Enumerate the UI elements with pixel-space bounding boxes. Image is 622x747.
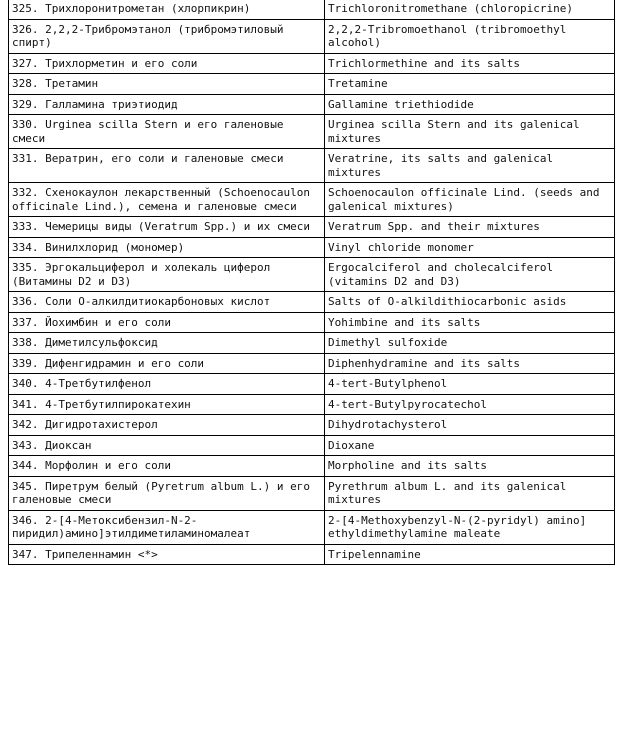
cell-russian-name: 347. Трипеленнамин <*>: [9, 544, 325, 565]
table-row: [9, 19, 615, 53]
substance-table: [8, 0, 615, 565]
table-row: [9, 415, 615, 436]
cell-russian-name: 329. Галламина триэтиодид: [9, 94, 325, 115]
cell-english-name: Pyrethrum album L. and its galenical mixtures: [325, 476, 615, 510]
cell-english-name: Trichlormethine and its salts: [325, 53, 615, 74]
cell-russian-name: 341. 4-Третбутилпирокатехин: [9, 394, 325, 415]
table-row: [9, 149, 615, 183]
cell-russian-name: 335. Эргокальциферол и холекаль циферол (Витамины D2 и D3): [9, 258, 325, 292]
table-row: [9, 394, 615, 415]
cell-english-name: Urginea scilla Stern and its galenical mixtures: [325, 115, 615, 149]
cell-english-name: Dihydrotachysterol: [325, 415, 615, 436]
cell-english-name: 2,2,2-Tribromoethanol (tribromoethyl alcohol): [325, 19, 615, 53]
table-row: [9, 94, 615, 115]
cell-english-name: Trichloronitromethane (chloropicrine): [325, 0, 615, 19]
table-row: [9, 374, 615, 395]
cell-english-name: Vinyl chloride monomer: [325, 237, 615, 258]
table-row: [9, 333, 615, 354]
table-row: [9, 292, 615, 313]
table-row: [9, 53, 615, 74]
document-page: [8, 0, 614, 565]
cell-english-name: Salts of O-alkildithiocarbonic asids: [325, 292, 615, 313]
cell-english-name: Tripelennamine: [325, 544, 615, 565]
cell-russian-name: 346. 2-[4-Метоксибензил-N-2-пиридил)амино]этилдиметиламиномалеат: [9, 510, 325, 544]
cell-russian-name: 327. Трихлорметин и его соли: [9, 53, 325, 74]
cell-russian-name: 332. Схенокаулон лекарственный (Schoenocaulon officinale Lind.), семена и галеновые смеси: [9, 183, 325, 217]
cell-english-name: Tretamine: [325, 74, 615, 95]
cell-english-name: Schoenocaulon officinale Lind. (seeds and galenical mixtures): [325, 183, 615, 217]
table-row: [9, 258, 615, 292]
table-row: [9, 115, 615, 149]
cell-english-name: 2-[4-Methoxybenzyl-N-(2-pyridyl) amino] ethyldimethylamine maleate: [325, 510, 615, 544]
table-row: [9, 476, 615, 510]
table-row: [9, 217, 615, 238]
table-row: [9, 353, 615, 374]
cell-russian-name: 325. Трихлоронитрометан (хлорпикрин): [9, 0, 325, 19]
cell-english-name: Veratrine, its salts and galenical mixtures: [325, 149, 615, 183]
cell-russian-name: 342. Дигидротахистерол: [9, 415, 325, 436]
cell-russian-name: 340. 4-Третбутилфенол: [9, 374, 325, 395]
cell-russian-name: 343. Диоксан: [9, 435, 325, 456]
cell-russian-name: 338. Диметилсульфоксид: [9, 333, 325, 354]
cell-russian-name: 331. Вератрин, его соли и галеновые смеси: [9, 149, 325, 183]
cell-russian-name: 345. Пиретрум белый (Pyretrum album L.) и его галеновые смеси: [9, 476, 325, 510]
cell-russian-name: 339. Дифенгидрамин и его соли: [9, 353, 325, 374]
cell-english-name: Gallamine triethiodide: [325, 94, 615, 115]
table-row: [9, 74, 615, 95]
table-row: [9, 456, 615, 477]
cell-english-name: Diphenhydramine and its salts: [325, 353, 615, 374]
cell-english-name: Morpholine and its salts: [325, 456, 615, 477]
table-row: [9, 435, 615, 456]
cell-russian-name: 333. Чемерицы виды (Veratrum Spp.) и их смеси: [9, 217, 325, 238]
table-row: [9, 510, 615, 544]
cell-russian-name: 330. Urginea scilla Stern и его галеновые смеси: [9, 115, 325, 149]
table-row: [9, 312, 615, 333]
cell-russian-name: 334. Винилхлорид (мономер): [9, 237, 325, 258]
table-row: [9, 237, 615, 258]
cell-english-name: 4-tert-Butylphenol: [325, 374, 615, 395]
cell-russian-name: 328. Третамин: [9, 74, 325, 95]
cell-english-name: Dioxane: [325, 435, 615, 456]
cell-english-name: Veratrum Spp. and their mixtures: [325, 217, 615, 238]
table-body: [9, 0, 615, 565]
cell-english-name: Yohimbine and its salts: [325, 312, 615, 333]
cell-russian-name: 337. Йохимбин и его соли: [9, 312, 325, 333]
cell-english-name: Dimethyl sulfoxide: [325, 333, 615, 354]
table-row: [9, 183, 615, 217]
cell-russian-name: 336. Соли O-алкилдитиокарбоновых кислот: [9, 292, 325, 313]
cell-russian-name: 344. Морфолин и его соли: [9, 456, 325, 477]
table-row: [9, 0, 615, 19]
table-row: [9, 544, 615, 565]
cell-english-name: Ergocalciferol and cholecalciferol (vitamins D2 and D3): [325, 258, 615, 292]
cell-russian-name: 326. 2,2,2-Трибромэтанол (трибромэтиловый спирт): [9, 19, 325, 53]
cell-english-name: 4-tert-Butylpyrocatechol: [325, 394, 615, 415]
